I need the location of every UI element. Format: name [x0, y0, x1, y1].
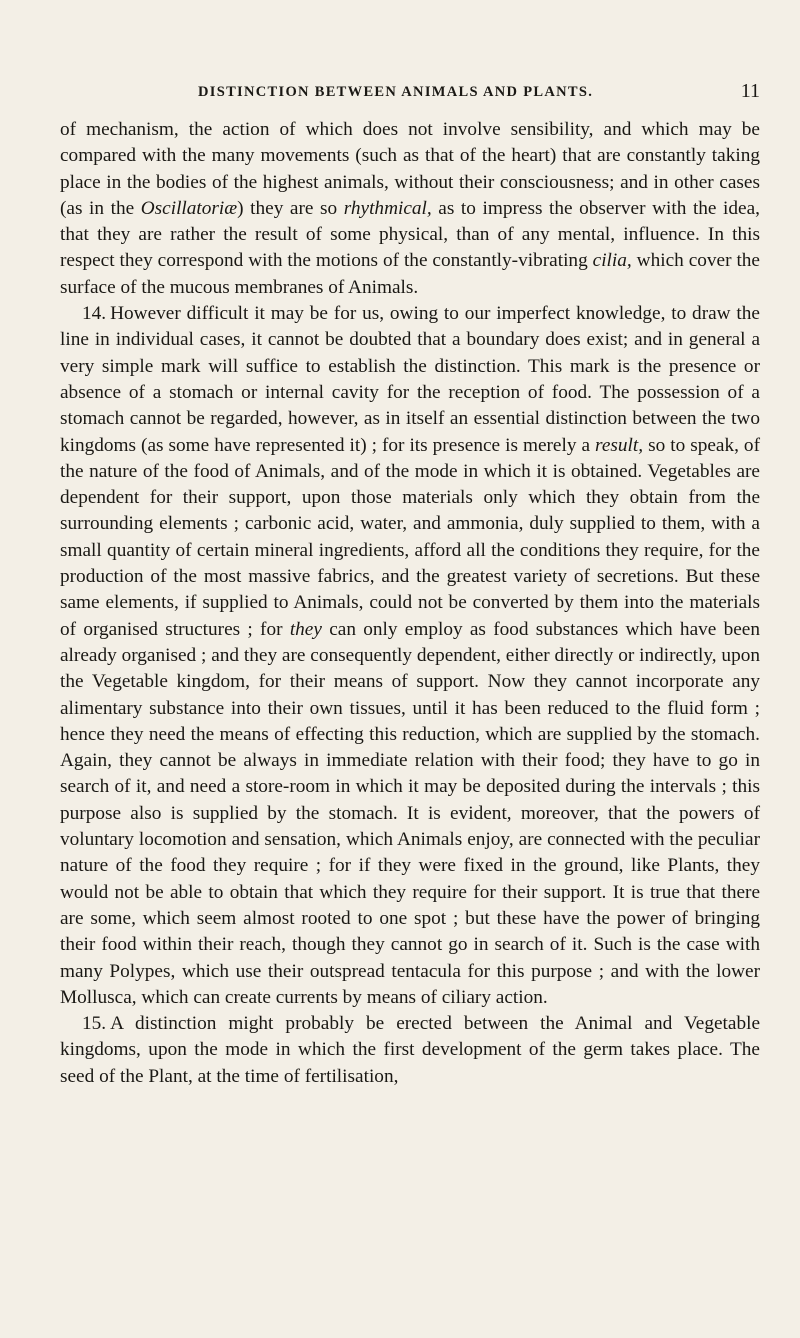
text-run: so to speak, of the nature of the food of Animals, and of the mode in which it is obtained. Vegetables are dependent for their support, upon those materials only which they obtain from the surrounding elements ; carbonic acid, water, and ammonia, duly supplied to them, with a small quantity of certain mineral ingredients, afford all the conditions they require, for the production of the most massive fabrics, and the greatest variety of secretions. But these same elements, if supplied to Animals, could not be converted by them into the materials of organised structures ; for: [60, 434, 760, 640]
text-run: ) they are so: [237, 197, 344, 219]
text-run: as to impress the observer with the idea, that they are rather the result of some physical, than of any mental, influence. In this respect they correspond with the motions of the constantly-vibrating: [60, 197, 760, 272]
paragraph-continued: [60, 117, 760, 301]
text-run: of mechanism, the action of which does not involve sensibility, and which may be compared with the many movements (such as that of the heart) that are constantly taking place in the bodies of the highest animals, without their consciousness; and in other cases (as in the: [60, 119, 760, 219]
text-run: However difficult it may be for us, owing to our imperfect knowledge, to draw the line in individual cases, it cannot be doubted that a boundary does exist; and in general a very simple mark will suffice to establish the distinction. This mark is the presence or absence of a stomach or internal cavity for the reception of food. The possession of a stomach cannot be regarded, however, as in itself an essential distinction between the two kingdoms (as some have represented it) ; for its presence is merely a: [60, 303, 760, 456]
text-run: can only employ as food substances which have been already organised ; and they are consequently dependent, either directly or indirectly, upon the Vegetable kingdom, for their means of support. Now they cannot incorporate any alimentary substance into their own tissues, until it has been reduced to the fluid form ; hence they need the means of effecting this reduction, which are supplied by the stomach. Again, they cannot be always in immediate relation with their food; they have to go in search of it, and need a store-room in which it may be deposited during the intervals ; this purpose also is supplied by the stomach. It is evident, moreover, that the powers of voluntary locomotion and sensation, which Animals enjoy, are connected with the peculiar nature of the food they require ; for if they were fixed in the ground, like Plants, they would not be able to obtain that which they require for their support. It is true that there are some, which seem almost rooted to one spot ; but these have the power of bringing their food within their reach, though they cannot go in search of it. Such is the case with many Polypes, which use their outspread tentacula for this purpose ; and with the lower Mollusca, which can create currents by means of ciliary action.: [60, 618, 760, 1008]
text-run: which cover the surface of the mucous membranes of Animals.: [60, 250, 760, 298]
body-text: [60, 117, 760, 1090]
paragraph-15: [60, 1011, 760, 1090]
italic-term-result: result,: [595, 434, 644, 456]
paragraph-number: 14.: [82, 303, 107, 325]
italic-term-rhythmical: rhythmical,: [343, 197, 432, 219]
text-run: A distinction might probably be erected between the Animal and Vegetable kingdoms, upon the mode in which the first development of the germ takes place. The seed of the Plant, at the time of fertilisation,: [60, 1013, 760, 1087]
italic-term-they: they: [289, 618, 322, 640]
running-title: DISTINCTION BETWEEN ANIMALS AND PLANTS.: [198, 84, 594, 100]
page-number: 11: [740, 80, 760, 102]
italic-term-cilia: cilia,: [592, 250, 632, 272]
paragraph-number: 15.: [82, 1013, 107, 1035]
paragraph-14: [60, 301, 760, 1011]
running-head: [198, 80, 760, 106]
italic-term-oscillatoriae: Oscillatoriæ: [140, 197, 238, 219]
